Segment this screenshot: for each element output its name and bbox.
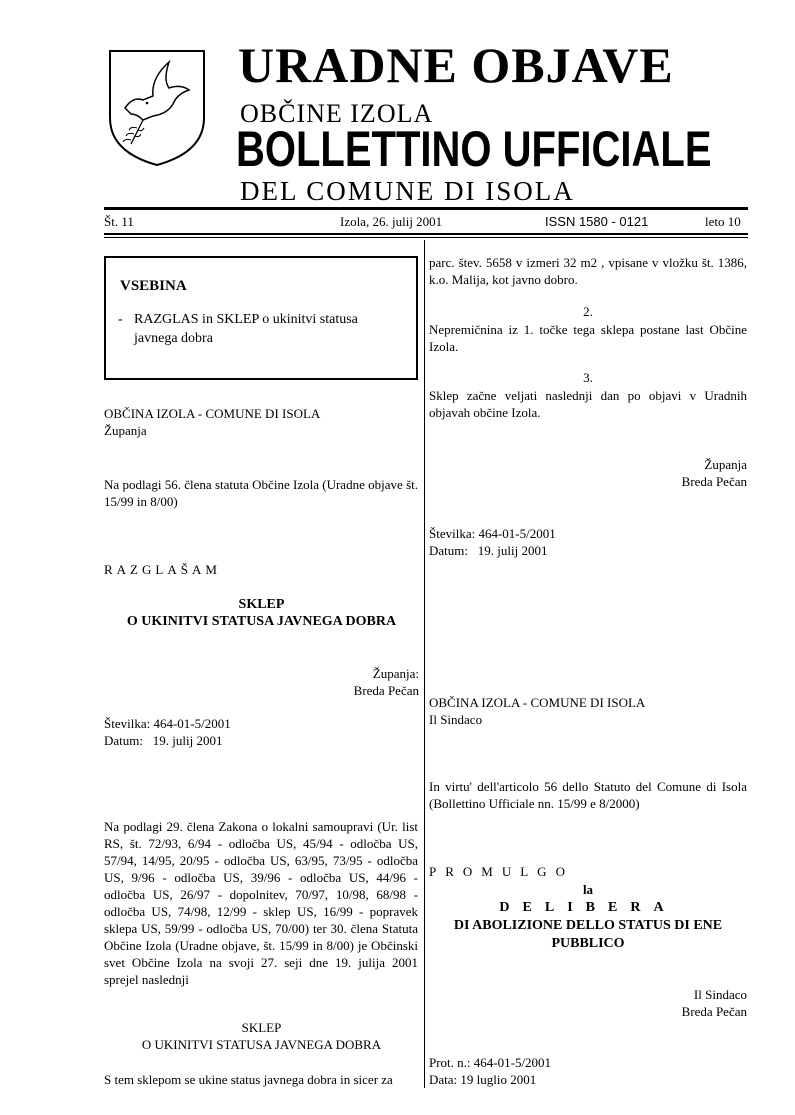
masthead-title: URADNE OBJAVE xyxy=(238,37,674,93)
issue-number: Št. 11 xyxy=(104,214,134,229)
left-sklep-title-2: O UKINITVI STATUSA JAVNEGA DOBRA xyxy=(126,614,397,629)
right-promulgo: PROMULGO xyxy=(429,864,574,879)
issue-year: leto 10 xyxy=(705,214,741,229)
right-article-2-text: Nepremičnina iz 1. točke tega sklepa postane last Občine Izola. xyxy=(429,322,747,354)
masthead-subtitle: OBČINE IZOLA xyxy=(240,99,434,128)
masthead-title-italian: BOLLETTINO UFFICIALE xyxy=(236,121,712,177)
right-protocol-number: Prot. n.: 464-01-5/2001 xyxy=(429,1055,552,1070)
masthead-rule-top xyxy=(104,207,748,210)
contents-item-dash: - xyxy=(118,312,123,327)
left-document-number: Številka: 464-01-5/2001 xyxy=(104,716,231,731)
left-law-basis: Na podlagi 29. člena Zakona o lokalni samoupravi (Ur. list RS, št. 72/93, 6/94 - odločba US, 45/94 - odločba US, 57/94, 14/95, 20/95 - odločba US, 63/95, 73/95 - odločba US, 9/96 - odločba US, 39/96 - odločba US, 44/96 - odločba US, 26/97 - dopolnitev, 70/97, 10/98, 68/98 - odločba US, 74/98, 12/99 - sklep US, 16/99 - popravek sklepa US, 59/99 - odločba US, 70/00) ter 30. člena Statuta Občine Izola (Uradne objave, št. 15/99 in 8/00) je Občinski svet Občine Izola na svoji 27. seji dne 19. julija 2001 sprejel naslednji xyxy=(104,819,418,987)
right-article-3-number: 3. xyxy=(583,370,593,385)
issn: ISSN 1580 - 0121 xyxy=(545,214,649,229)
left-article-1-start: S tem sklepom se ukine status javnega dobra in sicer za xyxy=(104,1072,393,1087)
left-sklep2-title-2: O UKINITVI STATUSA JAVNEGA DOBRA xyxy=(141,1037,382,1052)
right-org-italian: OBČINA IZOLA - COMUNE DI ISOLA xyxy=(429,695,646,710)
right-sign-name: Breda Pečan xyxy=(681,474,747,489)
masthead-rule-bottom-2 xyxy=(104,237,748,238)
right-date-italian: Data: 19 luglio 2001 xyxy=(429,1072,537,1087)
left-role: Županja xyxy=(104,423,147,438)
contents-item-text: RAZGLAS in SKLEP o ukinitvi statusa javnega dobra xyxy=(134,312,358,346)
left-sign-role: Županja: xyxy=(372,666,419,681)
masthead-rule-bottom-1 xyxy=(104,233,748,235)
left-org: OBČINA IZOLA - COMUNE DI ISOLA xyxy=(104,406,321,421)
right-la: la xyxy=(582,882,594,897)
right-parcel: parc. štev. 5658 v izmeri 32 m2 , vpisane v vložku št. 1386, k.o. Malija, kot javno dobro. xyxy=(429,255,747,287)
left-proclaim: RAZGLAŠAM xyxy=(104,562,221,577)
left-sklep2-title-1: SKLEP xyxy=(241,1020,282,1035)
right-role-italian: Il Sindaco xyxy=(429,712,483,727)
left-sklep-title-1: SKLEP xyxy=(238,597,285,612)
left-document-date: Datum: 19. julij 2001 xyxy=(104,733,223,748)
column-divider xyxy=(424,240,425,1088)
right-sign-role-italian: Il Sindaco xyxy=(693,987,747,1002)
contents-box xyxy=(104,256,418,380)
right-delibera: DELIBERA xyxy=(499,900,677,915)
right-delibera-title-1: DI ABOLIZIONE DELLO STATUS DI ENE xyxy=(453,918,723,933)
masthead-subtitle-italian: DEL COMUNE DI ISOLA xyxy=(240,176,575,206)
right-article-3-text: Sklep začne veljati naslednji dan po objavi v Uradnih objavah občine Izola. xyxy=(429,388,747,420)
left-sign-name: Breda Pečan xyxy=(353,683,419,698)
right-basis-italian: In virtu' dell'articolo 56 dello Statuto del Comune di Isola (Bollettino Ufficiale nn. 15/99 e 8/2000) xyxy=(429,779,747,811)
right-delibera-title-2: PUBBLICO xyxy=(551,936,625,951)
right-sign-role: Županja xyxy=(704,457,747,472)
municipal-crest xyxy=(107,48,207,168)
contents-heading: VSEBINA xyxy=(120,278,187,294)
right-sign-name-italian: Breda Pečan xyxy=(681,1004,747,1019)
right-article-2-number: 2. xyxy=(583,304,593,319)
right-document-date: Datum: 19. julij 2001 xyxy=(429,543,548,558)
right-document-number: Številka: 464-01-5/2001 xyxy=(429,526,556,541)
issue-place-date: Izola, 26. julij 2001 xyxy=(340,214,443,229)
left-basis: Na podlagi 56. člena statuta Občine Izola (Uradne objave št. 15/99 in 8/00) xyxy=(104,477,418,509)
